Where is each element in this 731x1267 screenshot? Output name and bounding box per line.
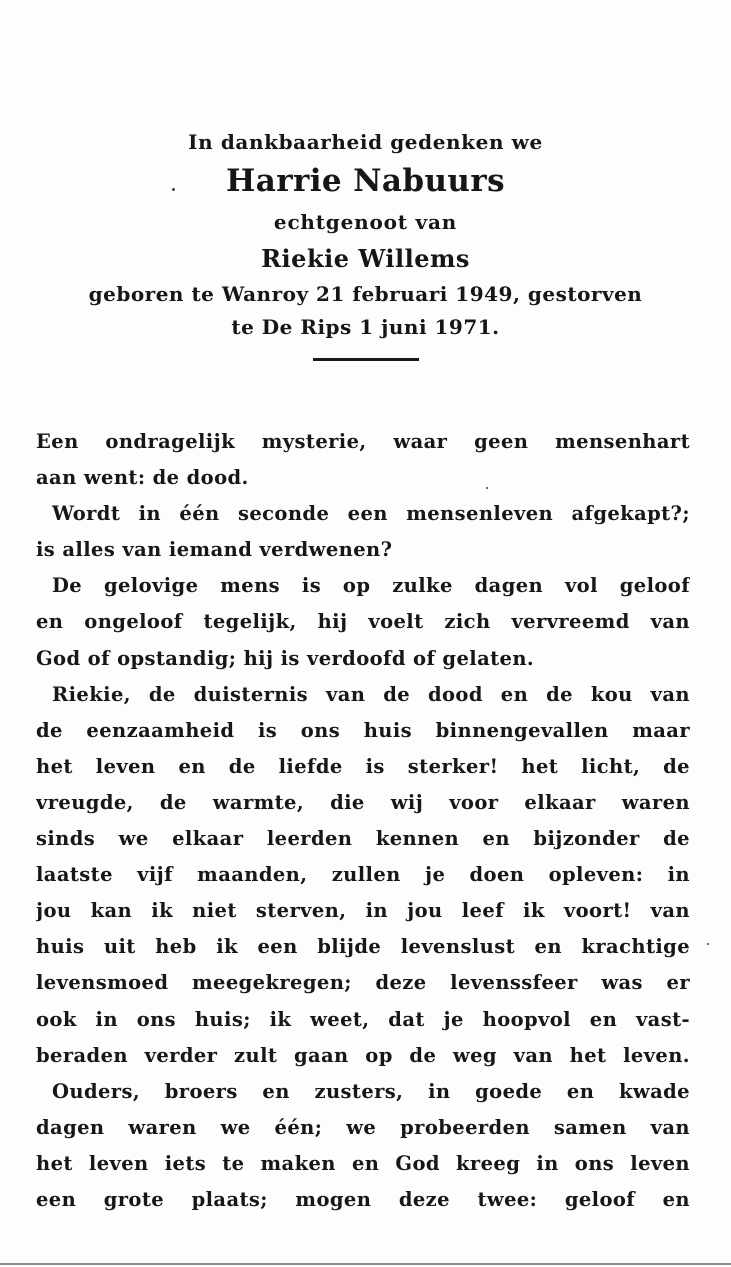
memorial-text: [36, 424, 690, 1218]
birth-death-line-1: geboren te Wanroy 21 februari 1949, gestorven: [88, 282, 643, 306]
print-speck: [707, 943, 709, 945]
card-bottom-edge: [0, 1263, 731, 1265]
text-line: een grote plaats; mogen deze twee: geloof en: [36, 1187, 690, 1211]
card-header: [0, 126, 731, 361]
deceased-name: Harrie Nabuurs: [226, 163, 505, 199]
text-line: het leven en de liefde is sterker! het licht, de: [36, 754, 690, 778]
text-line: is alles van iemand verdwenen?: [36, 538, 393, 562]
intro-line: In dankbaarheid gedenken we: [188, 130, 543, 154]
print-speck: [486, 487, 488, 489]
text-line: Ouders, broers en zusters, in goede en kwade: [52, 1079, 690, 1103]
print-speck: [172, 188, 175, 191]
header-divider: [313, 358, 419, 361]
text-line: en ongeloof tegelijk, hij voelt zich vervreemd van: [36, 610, 690, 634]
birth-death-line-2: te De Rips 1 juni 1971.: [231, 315, 500, 339]
text-line: Een ondragelijk mysterie, waar geen mensenhart: [36, 430, 690, 453]
text-line: Riekie, de duisternis van de dood en de kou van: [52, 682, 690, 706]
spouse-label: echtgenoot van: [273, 210, 458, 234]
text-line: Wordt in één seconde een mensenleven afgekapt?;: [52, 502, 690, 526]
text-line: huis uit heb ik een blijde levenslust en krachtige: [36, 935, 690, 959]
text-line: levensmoed meegekregen; deze levenssfeer was er: [36, 971, 690, 995]
spouse-name: Riekie Willems: [261, 244, 470, 273]
text-line: het leven iets te maken en God kreeg in ons leven: [36, 1151, 690, 1175]
text-line: ook in ons huis; ik weet, dat je hoopvol en vast-: [36, 1007, 690, 1031]
text-line: dagen waren we één; we probeerden samen van: [36, 1115, 690, 1139]
text-line: jou kan ik niet sterven, in jou leef ik voort! van: [36, 899, 690, 923]
text-line: laatste vijf maanden, zullen je doen opleven: in: [36, 863, 690, 887]
text-line: vreugde, de warmte, die wij voor elkaar waren: [36, 790, 690, 814]
text-line: God of opstandig; hij is verdoofd of gelaten.: [36, 646, 535, 670]
text-line: De gelovige mens is op zulke dagen vol geloof: [52, 574, 690, 598]
text-line: de eenzaamheid is ons huis binnengevallen maar: [36, 718, 690, 742]
text-line: aan went: de dood.: [36, 466, 249, 490]
text-line: beraden verder zult gaan op de weg van het leven.: [36, 1043, 690, 1067]
text-line: sinds we elkaar leerden kennen en bijzonder de: [36, 827, 690, 851]
